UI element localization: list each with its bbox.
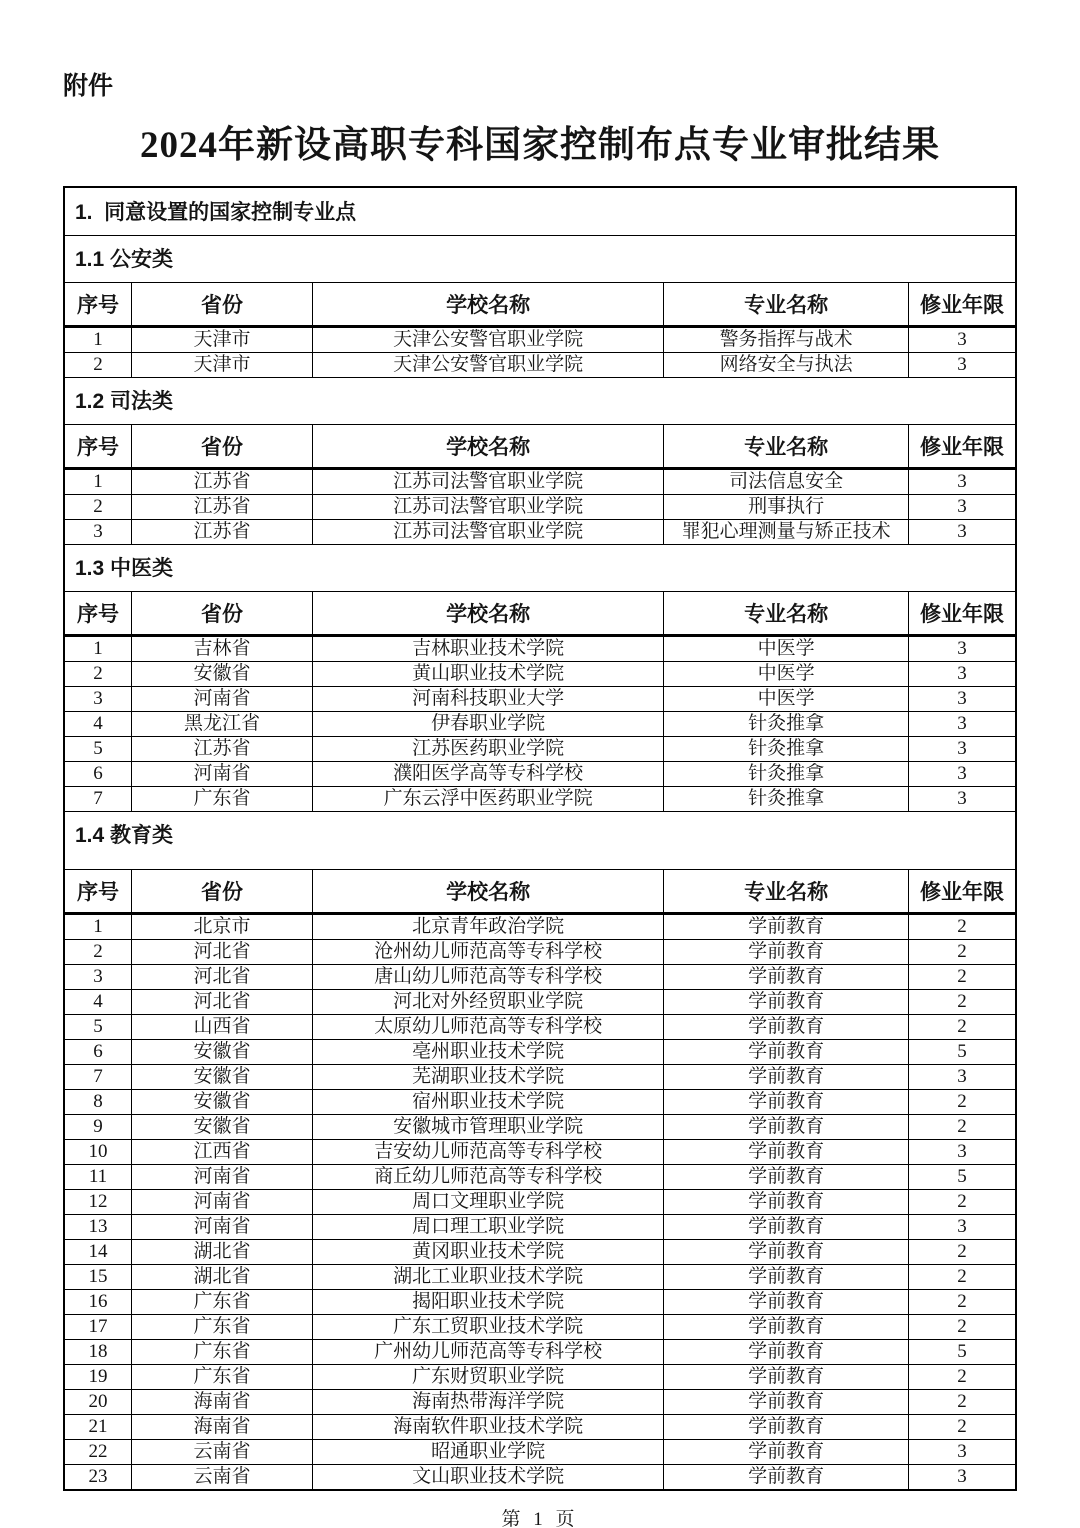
duration-cell: 3 <box>908 662 1016 687</box>
serial-cell: 7 <box>64 1065 132 1090</box>
column-header-2: 学校名称 <box>312 425 663 469</box>
school-name-cell: 沧州幼儿师范高等专科学校 <box>312 940 663 965</box>
major-name-cell: 罪犯心理测量与矫正技术 <box>664 520 909 545</box>
school-name-cell: 伊春职业学院 <box>312 712 663 737</box>
table-row <box>64 965 1016 990</box>
table-row <box>64 1340 1016 1365</box>
province-cell: 广东省 <box>132 1365 313 1390</box>
column-header-1: 省份 <box>132 870 313 914</box>
serial-cell: 3 <box>64 520 132 545</box>
column-header-row <box>64 592 1016 636</box>
table-row <box>64 353 1016 378</box>
school-name-cell: 太原幼儿师范高等专科学校 <box>312 1015 663 1040</box>
school-name-cell: 海南软件职业技术学院 <box>312 1415 663 1440</box>
duration-cell: 5 <box>908 1040 1016 1065</box>
duration-cell: 2 <box>908 1240 1016 1265</box>
table-row <box>64 1240 1016 1265</box>
province-cell: 云南省 <box>132 1440 313 1465</box>
table-row <box>64 1015 1016 1040</box>
duration-cell: 2 <box>908 1415 1016 1440</box>
school-name-cell: 海南热带海洋学院 <box>312 1390 663 1415</box>
duration-cell: 2 <box>908 1390 1016 1415</box>
serial-cell: 5 <box>64 1015 132 1040</box>
province-cell: 海南省 <box>132 1390 313 1415</box>
school-name-cell: 北京青年政治学院 <box>312 914 663 940</box>
duration-cell: 2 <box>908 1015 1016 1040</box>
major-name-cell: 学前教育 <box>664 1340 909 1365</box>
column-header-2: 学校名称 <box>312 283 663 327</box>
school-name-cell: 宿州职业技术学院 <box>312 1090 663 1115</box>
column-header-2: 学校名称 <box>312 870 663 914</box>
table-main-heading: 1. 同意设置的国家控制专业点 <box>64 187 1016 236</box>
school-name-cell: 江苏司法警官职业学院 <box>312 495 663 520</box>
major-name-cell: 学前教育 <box>664 1240 909 1265</box>
major-name-cell: 学前教育 <box>664 914 909 940</box>
serial-cell: 4 <box>64 990 132 1015</box>
serial-cell: 7 <box>64 787 132 812</box>
column-header-2: 学校名称 <box>312 592 663 636</box>
table-row <box>64 1115 1016 1140</box>
province-cell: 河北省 <box>132 990 313 1015</box>
serial-cell: 2 <box>64 662 132 687</box>
province-cell: 江西省 <box>132 1140 313 1165</box>
major-name-cell: 学前教育 <box>664 1115 909 1140</box>
major-name-cell: 学前教育 <box>664 1315 909 1340</box>
table-row <box>64 712 1016 737</box>
province-cell: 河南省 <box>132 687 313 712</box>
province-cell: 海南省 <box>132 1415 313 1440</box>
page-title: 2024年新设高职专科国家控制布点专业审批结果 <box>140 125 940 166</box>
school-name-cell: 江苏司法警官职业学院 <box>312 520 663 545</box>
school-name-cell: 天津公安警官职业学院 <box>312 327 663 353</box>
serial-cell: 14 <box>64 1240 132 1265</box>
major-name-cell: 警务指挥与战术 <box>664 327 909 353</box>
column-header-4: 修业年限 <box>908 870 1016 914</box>
province-cell: 黑龙江省 <box>132 712 313 737</box>
province-cell: 吉林省 <box>132 636 313 662</box>
major-name-cell: 学前教育 <box>664 1465 909 1491</box>
table-row <box>64 1390 1016 1415</box>
column-header-4: 修业年限 <box>908 283 1016 327</box>
duration-cell: 3 <box>908 353 1016 378</box>
school-name-cell: 亳州职业技术学院 <box>312 1040 663 1065</box>
page-number: 第 1 页 <box>501 1509 579 1528</box>
serial-cell: 19 <box>64 1365 132 1390</box>
column-header-1: 省份 <box>132 283 313 327</box>
column-header-4: 修业年限 <box>908 425 1016 469</box>
section-label: 1.2 司法类 <box>64 378 1016 425</box>
province-cell: 安徽省 <box>132 1090 313 1115</box>
duration-cell: 3 <box>908 762 1016 787</box>
column-header-3: 专业名称 <box>664 870 909 914</box>
column-header-0: 序号 <box>64 283 132 327</box>
serial-cell: 16 <box>64 1290 132 1315</box>
serial-cell: 6 <box>64 1040 132 1065</box>
column-header-3: 专业名称 <box>664 592 909 636</box>
major-name-cell: 学前教育 <box>664 1040 909 1065</box>
table-row <box>64 737 1016 762</box>
serial-cell: 20 <box>64 1390 132 1415</box>
table-row <box>64 1365 1016 1390</box>
school-name-cell: 濮阳医学高等专科学校 <box>312 762 663 787</box>
table-row <box>64 469 1016 495</box>
duration-cell: 3 <box>908 687 1016 712</box>
major-name-cell: 学前教育 <box>664 1415 909 1440</box>
school-name-cell: 广东工贸职业技术学院 <box>312 1315 663 1340</box>
column-header-0: 序号 <box>64 425 132 469</box>
major-name-cell: 学前教育 <box>664 1165 909 1190</box>
major-name-cell: 学前教育 <box>664 990 909 1015</box>
serial-cell: 15 <box>64 1265 132 1290</box>
province-cell: 广东省 <box>132 787 313 812</box>
serial-cell: 4 <box>64 712 132 737</box>
province-cell: 天津市 <box>132 353 313 378</box>
duration-cell: 2 <box>908 1090 1016 1115</box>
major-name-cell: 网络安全与执法 <box>664 353 909 378</box>
duration-cell: 3 <box>908 712 1016 737</box>
major-name-cell: 针灸推拿 <box>664 737 909 762</box>
approval-results-table <box>63 186 1017 1491</box>
major-name-cell: 针灸推拿 <box>664 712 909 737</box>
serial-cell: 3 <box>64 687 132 712</box>
major-name-cell: 学前教育 <box>664 965 909 990</box>
duration-cell: 5 <box>908 1165 1016 1190</box>
school-name-cell: 揭阳职业技术学院 <box>312 1290 663 1315</box>
section-label-row <box>64 545 1016 592</box>
major-name-cell: 中医学 <box>664 687 909 712</box>
section-label: 1.1 公安类 <box>64 236 1016 283</box>
table-row <box>64 1440 1016 1465</box>
table-row <box>64 1465 1016 1491</box>
duration-cell: 3 <box>908 469 1016 495</box>
serial-cell: 18 <box>64 1340 132 1365</box>
table-row <box>64 1165 1016 1190</box>
table-main-heading-row <box>64 187 1016 236</box>
province-cell: 山西省 <box>132 1015 313 1040</box>
province-cell: 河北省 <box>132 940 313 965</box>
table-row <box>64 636 1016 662</box>
province-cell: 安徽省 <box>132 1065 313 1090</box>
serial-cell: 2 <box>64 353 132 378</box>
column-header-3: 专业名称 <box>664 425 909 469</box>
province-cell: 安徽省 <box>132 1040 313 1065</box>
column-header-row <box>64 283 1016 327</box>
serial-cell: 9 <box>64 1115 132 1140</box>
school-name-cell: 商丘幼儿师范高等专科学校 <box>312 1165 663 1190</box>
school-name-cell: 昭通职业学院 <box>312 1440 663 1465</box>
school-name-cell: 周口文理职业学院 <box>312 1190 663 1215</box>
province-cell: 江苏省 <box>132 469 313 495</box>
school-name-cell: 广州幼儿师范高等专科学校 <box>312 1340 663 1365</box>
column-header-row <box>64 870 1016 914</box>
duration-cell: 2 <box>908 1365 1016 1390</box>
school-name-cell: 广东云浮中医药职业学院 <box>312 787 663 812</box>
serial-cell: 13 <box>64 1215 132 1240</box>
duration-cell: 2 <box>908 965 1016 990</box>
duration-cell: 3 <box>908 1440 1016 1465</box>
table-row <box>64 1215 1016 1240</box>
province-cell: 江苏省 <box>132 737 313 762</box>
serial-cell: 23 <box>64 1465 132 1491</box>
column-header-1: 省份 <box>132 425 313 469</box>
duration-cell: 3 <box>908 787 1016 812</box>
serial-cell: 2 <box>64 940 132 965</box>
table-row <box>64 327 1016 353</box>
serial-cell: 17 <box>64 1315 132 1340</box>
province-cell: 江苏省 <box>132 520 313 545</box>
table-row <box>64 1315 1016 1340</box>
serial-cell: 12 <box>64 1190 132 1215</box>
section-label-row <box>64 236 1016 283</box>
approval-table-body <box>64 187 1016 1490</box>
serial-cell: 8 <box>64 1090 132 1115</box>
major-name-cell: 学前教育 <box>664 1440 909 1465</box>
column-header-1: 省份 <box>132 592 313 636</box>
duration-cell: 5 <box>908 1340 1016 1365</box>
serial-cell: 10 <box>64 1140 132 1165</box>
province-cell: 北京市 <box>132 914 313 940</box>
school-name-cell: 河北对外经贸职业学院 <box>312 990 663 1015</box>
table-row <box>64 1415 1016 1440</box>
table-row <box>64 914 1016 940</box>
major-name-cell: 学前教育 <box>664 1190 909 1215</box>
major-name-cell: 学前教育 <box>664 940 909 965</box>
section-label-row <box>64 812 1016 870</box>
major-name-cell: 司法信息安全 <box>664 469 909 495</box>
duration-cell: 3 <box>908 1465 1016 1491</box>
table-row <box>64 520 1016 545</box>
province-cell: 河南省 <box>132 1215 313 1240</box>
province-cell: 云南省 <box>132 1465 313 1491</box>
serial-cell: 1 <box>64 636 132 662</box>
column-header-row <box>64 425 1016 469</box>
serial-cell: 2 <box>64 495 132 520</box>
school-name-cell: 芜湖职业技术学院 <box>312 1065 663 1090</box>
table-row <box>64 1090 1016 1115</box>
major-name-cell: 学前教育 <box>664 1390 909 1415</box>
duration-cell: 2 <box>908 1315 1016 1340</box>
table-row <box>64 1140 1016 1165</box>
school-name-cell: 唐山幼儿师范高等专科学校 <box>312 965 663 990</box>
province-cell: 安徽省 <box>132 662 313 687</box>
section-label-row <box>64 378 1016 425</box>
school-name-cell: 吉安幼儿师范高等专科学校 <box>312 1140 663 1165</box>
column-header-0: 序号 <box>64 592 132 636</box>
province-cell: 河北省 <box>132 965 313 990</box>
school-name-cell: 河南科技职业大学 <box>312 687 663 712</box>
serial-cell: 1 <box>64 327 132 353</box>
province-cell: 广东省 <box>132 1315 313 1340</box>
major-name-cell: 学前教育 <box>664 1215 909 1240</box>
table-row <box>64 1190 1016 1215</box>
section-label: 1.4 教育类 <box>64 812 1016 870</box>
duration-cell: 2 <box>908 1115 1016 1140</box>
major-name-cell: 学前教育 <box>664 1290 909 1315</box>
major-name-cell: 中医学 <box>664 636 909 662</box>
duration-cell: 3 <box>908 737 1016 762</box>
serial-cell: 5 <box>64 737 132 762</box>
school-name-cell: 吉林职业技术学院 <box>312 636 663 662</box>
school-name-cell: 广东财贸职业学院 <box>312 1365 663 1390</box>
duration-cell: 3 <box>908 495 1016 520</box>
province-cell: 河南省 <box>132 762 313 787</box>
duration-cell: 2 <box>908 1190 1016 1215</box>
table-row <box>64 1290 1016 1315</box>
serial-cell: 1 <box>64 914 132 940</box>
major-name-cell: 学前教育 <box>664 1265 909 1290</box>
serial-cell: 22 <box>64 1440 132 1465</box>
duration-cell: 2 <box>908 914 1016 940</box>
province-cell: 广东省 <box>132 1290 313 1315</box>
duration-cell: 2 <box>908 940 1016 965</box>
attachment-label: 附件 <box>63 72 114 100</box>
table-row <box>64 990 1016 1015</box>
school-name-cell: 文山职业技术学院 <box>312 1465 663 1491</box>
major-name-cell: 针灸推拿 <box>664 762 909 787</box>
table-row <box>64 940 1016 965</box>
column-header-0: 序号 <box>64 870 132 914</box>
major-name-cell: 刑事执行 <box>664 495 909 520</box>
serial-cell: 3 <box>64 965 132 990</box>
table-row <box>64 687 1016 712</box>
duration-cell: 3 <box>908 1065 1016 1090</box>
table-row <box>64 1265 1016 1290</box>
school-name-cell: 天津公安警官职业学院 <box>312 353 663 378</box>
major-name-cell: 学前教育 <box>664 1065 909 1090</box>
duration-cell: 3 <box>908 520 1016 545</box>
table-row <box>64 1065 1016 1090</box>
major-name-cell: 学前教育 <box>664 1090 909 1115</box>
major-name-cell: 中医学 <box>664 662 909 687</box>
province-cell: 天津市 <box>132 327 313 353</box>
duration-cell: 2 <box>908 1265 1016 1290</box>
duration-cell: 3 <box>908 636 1016 662</box>
province-cell: 安徽省 <box>132 1115 313 1140</box>
table-row <box>64 762 1016 787</box>
school-name-cell: 黄山职业技术学院 <box>312 662 663 687</box>
province-cell: 河南省 <box>132 1190 313 1215</box>
major-name-cell: 学前教育 <box>664 1140 909 1165</box>
section-label: 1.3 中医类 <box>64 545 1016 592</box>
province-cell: 湖北省 <box>132 1265 313 1290</box>
province-cell: 河南省 <box>132 1165 313 1190</box>
serial-cell: 6 <box>64 762 132 787</box>
duration-cell: 3 <box>908 1140 1016 1165</box>
major-name-cell: 学前教育 <box>664 1015 909 1040</box>
serial-cell: 1 <box>64 469 132 495</box>
serial-cell: 21 <box>64 1415 132 1440</box>
table-row <box>64 1040 1016 1065</box>
duration-cell: 2 <box>908 1290 1016 1315</box>
province-cell: 江苏省 <box>132 495 313 520</box>
school-name-cell: 江苏医药职业学院 <box>312 737 663 762</box>
table-row <box>64 662 1016 687</box>
school-name-cell: 湖北工业职业技术学院 <box>312 1265 663 1290</box>
duration-cell: 3 <box>908 327 1016 353</box>
major-name-cell: 学前教育 <box>664 1365 909 1390</box>
school-name-cell: 安徽城市管理职业学院 <box>312 1115 663 1140</box>
serial-cell: 11 <box>64 1165 132 1190</box>
column-header-4: 修业年限 <box>908 592 1016 636</box>
school-name-cell: 江苏司法警官职业学院 <box>312 469 663 495</box>
duration-cell: 3 <box>908 1215 1016 1240</box>
table-row <box>64 495 1016 520</box>
province-cell: 湖北省 <box>132 1240 313 1265</box>
school-name-cell: 周口理工职业学院 <box>312 1215 663 1240</box>
province-cell: 广东省 <box>132 1340 313 1365</box>
school-name-cell: 黄冈职业技术学院 <box>312 1240 663 1265</box>
table-row <box>64 787 1016 812</box>
duration-cell: 2 <box>908 990 1016 1015</box>
column-header-3: 专业名称 <box>664 283 909 327</box>
major-name-cell: 针灸推拿 <box>664 787 909 812</box>
